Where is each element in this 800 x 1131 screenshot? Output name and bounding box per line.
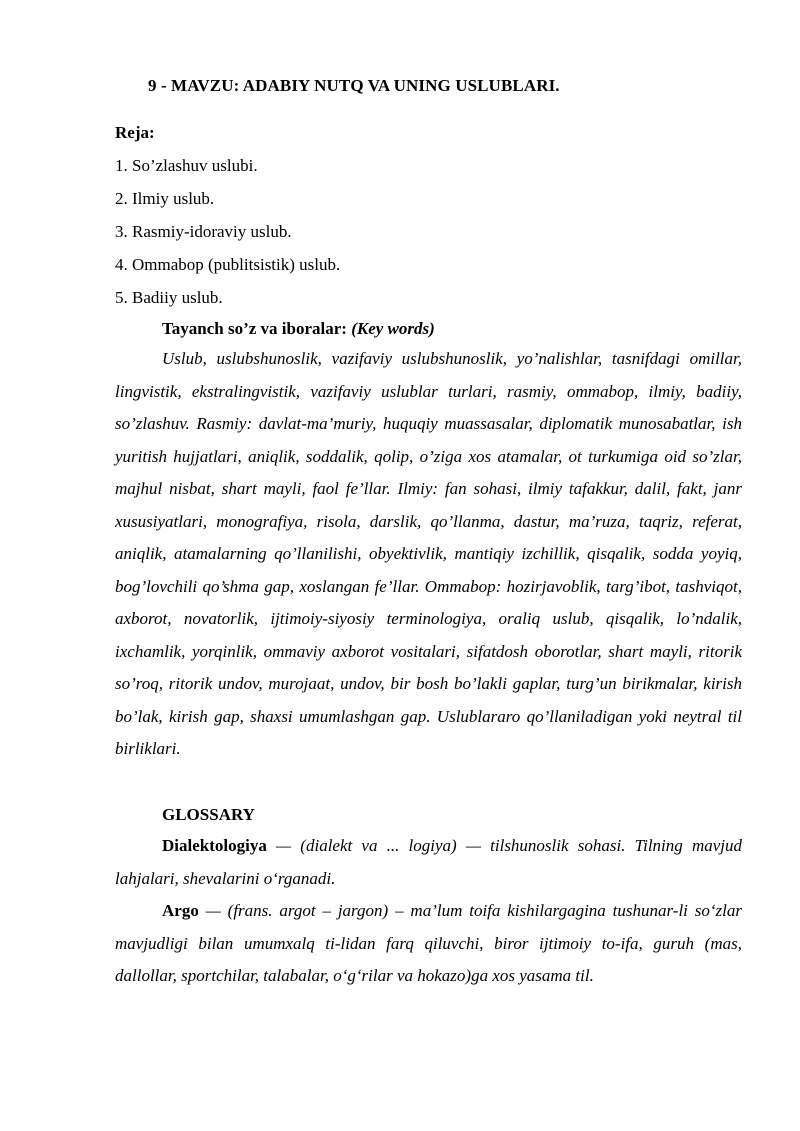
plan-heading: Reja: bbox=[115, 123, 155, 142]
page-title: 9 - MAVZU: ADABIY NUTQ VA UNING USLUBLARI. bbox=[148, 76, 560, 95]
glossary-term: Argo bbox=[162, 901, 199, 920]
plan-item: 4. Ommabop (publitsistik) uslub. bbox=[115, 255, 341, 274]
keywords-heading-label: Tayanch so’z va iboralar: bbox=[162, 319, 347, 338]
glossary-term: Dialektologiya bbox=[162, 836, 267, 855]
keywords-paragraph: Uslub, uslubshunoslik, vazifaviy uslubshunoslik, yo’nalishlar, tasnifdagi omillar, lingvistik, ekstralingvistik, vazifaviy uslublar turlari, rasmiy, ommabop, ilmiy, badiiy, so’zlashuv. Rasmiy: davlat-ma’muriy, huquqiy muassasalar, diplomatik munosabatlar, ish yuritish hujjatlari, aniqlik, soddalik, qolip, o’ziga xos atamalar, ot turkumiga oid so’zlar, majhul nisbat, shart mayli, faol fe’llar. Ilmiy: fan sohasi, ilmiy tafakkur, dalil, fakt, janr xususiyatlari, monografiya, risola, darslik, qo’llanma, dastur, ma’ruza, taqriz, referat, aniqlik, atamalarning qo’llanilishi, obyektivlik, mantiqiy izchillik, qisqalik, sodda yoyiq, bog’lovchili qo’shma gap, xoslangan fe’llar. Ommabop: hozirjavoblik, targ’ibot, tashviqot, axborot, novatorlik, ijtimoiy-siyosiy terminologiya, oraliq uslub, qisqalik, lo’ndalik, ixchamlik, yorqinlik, ommaviy axborot vositalari, sifatdosh oborotlar, shart mayli, ritorik so’roq, ritorik undov, murojaat, undov, bir bosh bo’lakli gaplar, turg’un birikmalar, kirish bo’lak, kirish gap, shaxsi umumlashgan gap. Uslublararo qo’llaniladigan yoki neytral til birliklari. bbox=[115, 349, 742, 758]
glossary-definition: — (frans. argot – jargon) – ma’lum toifa kishilargagina tushunar-li soʻzlar mavjudligi bilan umumxalq ti-lidan farq qiluvchi, biror ijtimoiy to-ifa, guruh (mas, dallollar, sportchilar, talabalar, oʻgʻrilar va hokazo)ga xos yasama til. bbox=[115, 901, 742, 985]
keywords-heading bbox=[162, 319, 435, 339]
plan-item: 3. Rasmiy-idoraviy uslub. bbox=[115, 222, 292, 241]
glossary-definition: — (dialekt va ... logiya) — tilshunoslik sohasi. Tilning mavjud lahjalari, shevalarini oʻrganadi. bbox=[115, 836, 742, 888]
glossary-entry-argo bbox=[115, 895, 742, 993]
plan-item: 5. Badiiy uslub. bbox=[115, 288, 223, 307]
plan-item: 2. Ilmiy uslub. bbox=[115, 189, 215, 208]
keywords-heading-note: (Key words) bbox=[351, 319, 435, 338]
plan-item: 1. So’zlashuv uslubi. bbox=[115, 156, 258, 175]
glossary-heading: GLOSSARY bbox=[162, 805, 255, 824]
glossary-entry-dialektologiya bbox=[115, 830, 742, 895]
